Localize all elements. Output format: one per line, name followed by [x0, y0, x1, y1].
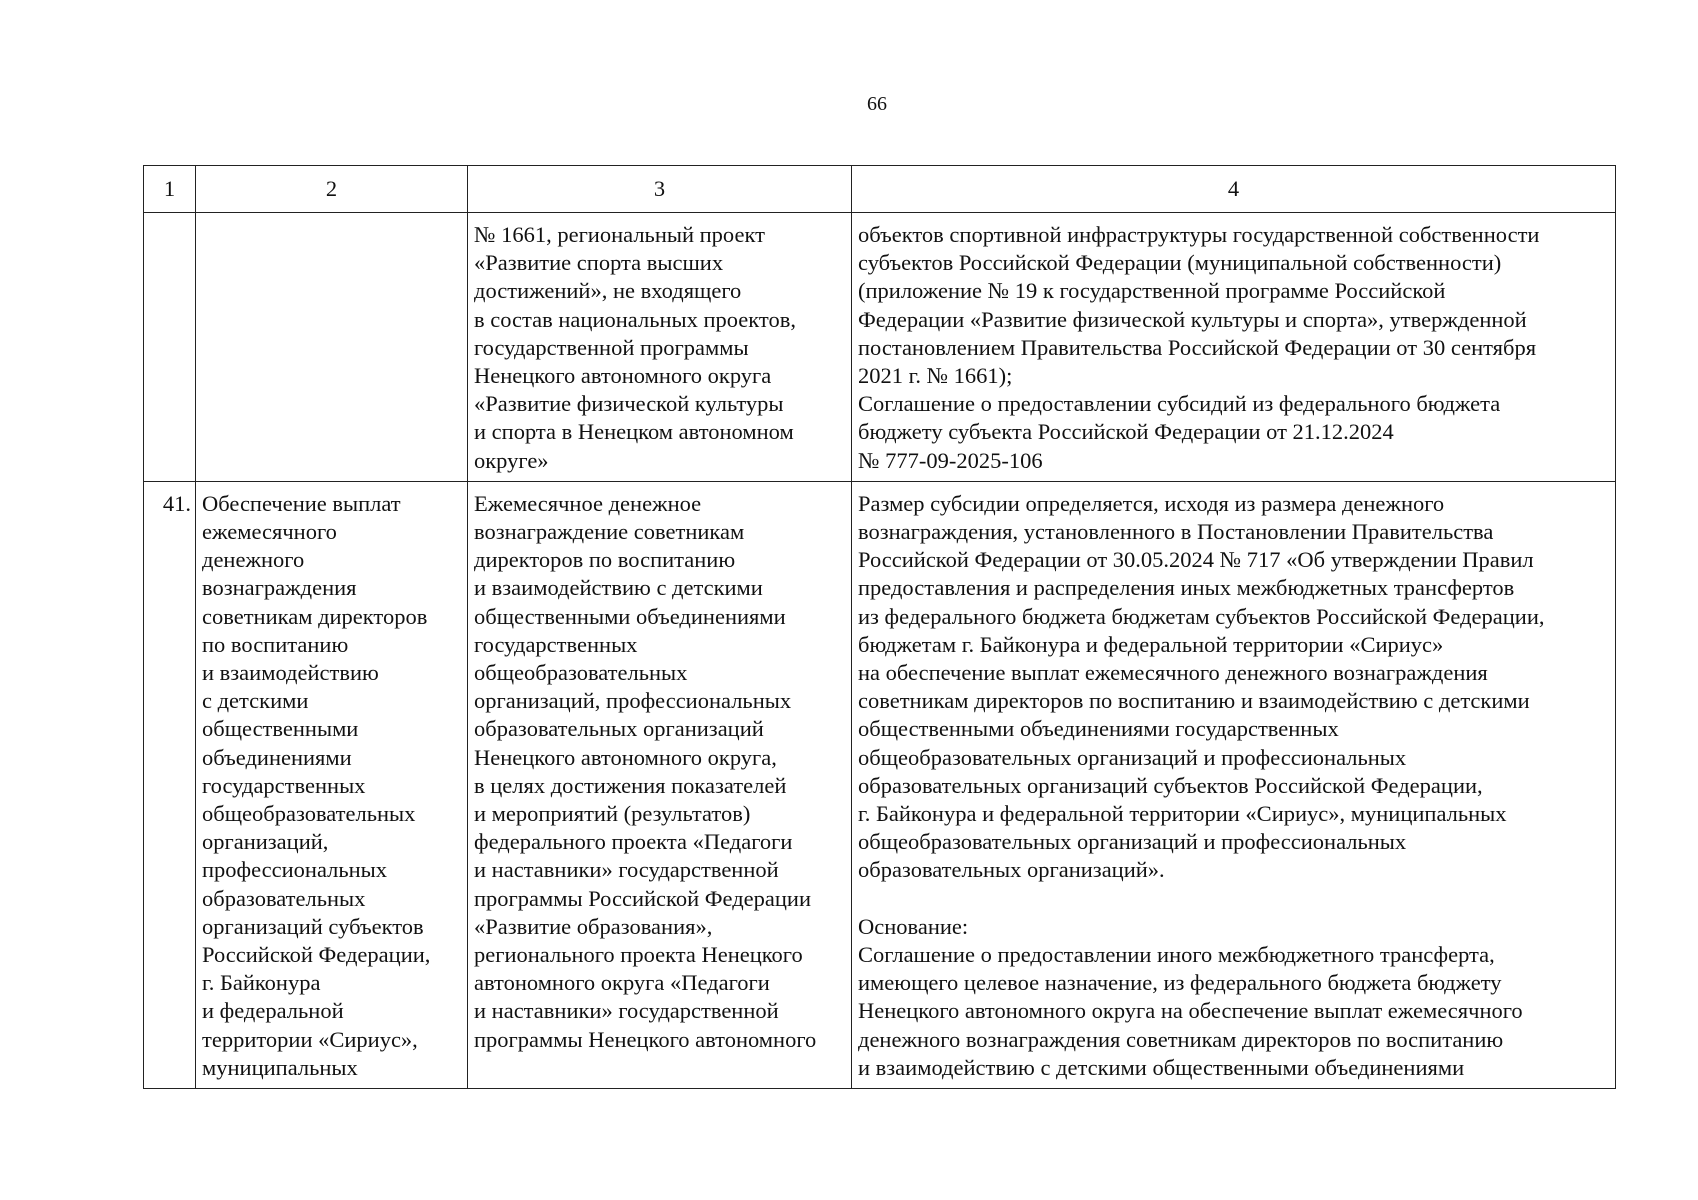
- purpose-cell: № 1661, региональный проект «Развитие спорта высших достижений», не входящего в состав национальных проектов, государственной программы Ненецкого автономного округа «Развитие физической культуры и спорта в Ненецком автономном округе»: [468, 213, 852, 482]
- purpose-cell: Ежемесячное денежное вознаграждение советникам директоров по воспитанию и взаимодействию с детскими общественными объединениями государственных общеобразовательных организаций, профессиональных образовательных организаций Ненецкого автономного округа, в целях достижения показателей и мероприятий (результатов) федерального проекта «Педагоги и наставники» государственной программы Российской Федерации «Развитие образования», регионального проекта Ненецкого автономного округа «Педагоги и наставники» государственной программы Ненецкого автономного: [468, 481, 852, 1088]
- document-table: [143, 165, 1616, 1089]
- row-number-cell: 41.: [144, 481, 196, 1088]
- header-cell-3: 3: [468, 166, 852, 213]
- header-cell-4: 4: [852, 166, 1616, 213]
- page-number: 66: [867, 93, 887, 115]
- basis-cell: Размер субсидии определяется, исходя из размера денежного вознаграждения, установленного в Постановлении Правительства Российской Федерации от 30.05.2024 № 717 «Об утверждении Правил предоставления и распределения иных межбюджетных трансфертов из федерального бюджета бюджетам субъектов Российской Федерации, бюджетам г. Байконура и федеральной территории «Сириус» на обеспечение выплат ежемесячного денежного вознаграждения советникам директоров по воспитанию и взаимодействию с детскими общественными объединениями государственных общеобразовательных организаций и профессиональных образовательных организаций субъектов Российской Федерации, г. Байконура и федеральной территории «Сириус», муниципальных общеобразовательных организаций и профессиональных образовательных организаций». Основание: Соглашение о предоставлении иного межбюджетного трансферта, имеющего целевое назначение, из федерального бюджета бюджету Ненецкого автономного округа на обеспечение выплат ежемесячного денежного вознаграждения советникам директоров по воспитанию и взаимодействию с детскими общественными объединениями: [852, 481, 1616, 1088]
- header-cell-1: 1: [144, 166, 196, 213]
- name-cell: Обеспечение выплат ежемесячного денежного вознаграждения советникам директоров по воспитанию и взаимодействию с детскими общественными объединениями государственных общеобразовательных организаций, профессиональных образовательных организаций субъектов Российской Федерации, г. Байконура и федеральной территории «Сириус», муниципальных: [196, 481, 468, 1088]
- row-number-cell: [144, 213, 196, 482]
- table-header-row: [144, 166, 1616, 213]
- basis-cell: объектов спортивной инфраструктуры государственной собственности субъектов Российской Федерации (муниципальной собственности) (приложение № 19 к государственной программе Российской Федерации «Развитие физической культуры и спорта», утвержденной постановлением Правительства Российской Федерации от 30 сентября 2021 г. № 1661); Соглашение о предоставлении субсидий из федерального бюджета бюджету субъекта Российской Федерации от 21.12.2024 № 777-09-2025-106: [852, 213, 1616, 482]
- header-cell-2: 2: [196, 166, 468, 213]
- table-row: [144, 213, 1616, 482]
- table-row: [144, 481, 1616, 1088]
- name-cell: [196, 213, 468, 482]
